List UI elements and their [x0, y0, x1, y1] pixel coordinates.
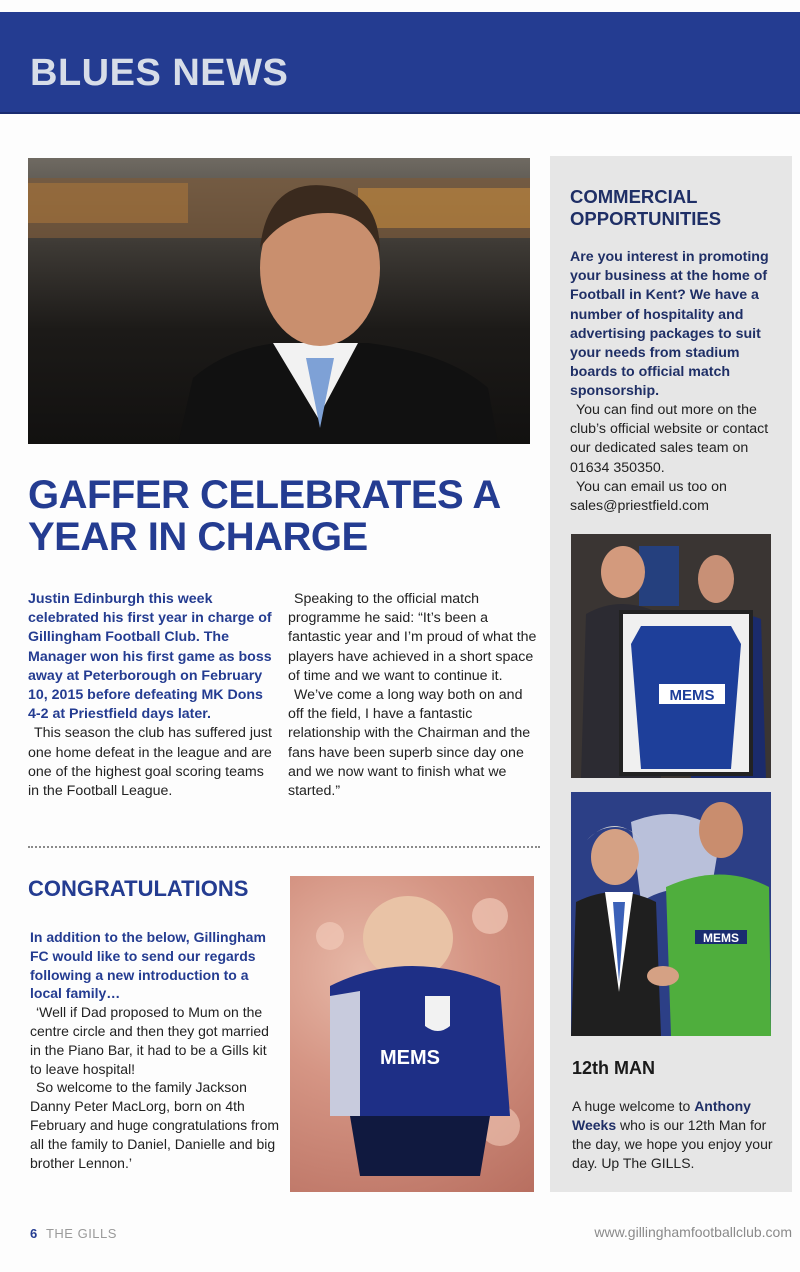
congratulations-paragraph: ‘Well if Dad proposed to Mum on the centre circle and then they got married in the Piano Bar, it had to be a Gills kit to leave hospital!: [30, 1004, 269, 1077]
twelfth-man-name: Anthony Weeks: [572, 1098, 751, 1133]
commercial-intro: Are you interest in promoting your business at the home of Football in Kent? We have a number of hospitality and advertising packages to suit your needs from stadium boards to official match sponsorship.: [570, 249, 769, 400]
congratulations-title: CONGRATULATIONS: [28, 876, 249, 901]
article-paragraph: This season the club has suffered just one home defeat in the league and are one of the highest goal scoring teams in the Football League.: [28, 725, 272, 800]
commercial-paragraph: You can find out more on the club’s official website or contact our dedicated sales team on 01634 350350.: [570, 402, 769, 476]
article-column-1: [28, 590, 276, 801]
congratulations-lead: In addition to the below, Gillingham FC would like to send our regards following a new introduction to a local family…: [30, 929, 266, 1002]
commercial-contact: [570, 401, 784, 516]
twelfth-man-photo: [571, 792, 771, 1036]
article-quote-1: Speaking to the official match programme he said: “It’s been a fantastic year and I’m proud of what the players have achieved in a short space of time and we want to continue it.: [288, 591, 537, 684]
congratulations-text: [30, 928, 280, 1172]
twelfth-man-text-end: who is our 12th Man for the day, we hope you enjoy your day. Up The GILLS.: [572, 1117, 773, 1171]
twelfth-man-title: 12th MAN: [572, 1058, 656, 1078]
magazine-name: THE GILLS: [45, 1226, 117, 1241]
dotted-divider: [28, 846, 540, 848]
framed-shirt-photo: [571, 534, 771, 778]
congratulations-paragraph: So welcome to the family Jackson Danny Peter MacLorg, born on 4th February and huge congratulations from all the family to Daniel, Danielle and big brother Lennon.’: [30, 1079, 280, 1171]
manager-photo: [28, 158, 530, 444]
commercial-email: You can email us too on sales@priestfield.com: [570, 478, 727, 515]
sponsor-logo-text: MEMS: [380, 1047, 440, 1069]
page-number: 6: [30, 1226, 38, 1241]
article-headline: GAFFER CELEBRATES A YEAR IN CHARGE: [28, 473, 500, 559]
commercial-title: COMMERCIAL OPPORTUNITIES: [570, 186, 722, 229]
article-column-2: [288, 590, 538, 801]
article-quote-2: We’ve come a long way both on and off the field, I have a fantastic relationship with the Chairman and the fans have been superb since day one and we now want to finish what we started.”: [288, 687, 531, 800]
twelfth-man-text-start: A huge welcome to: [572, 1098, 695, 1114]
sponsor-logo-text: MEMS: [669, 687, 715, 704]
baby-photo: [290, 876, 534, 1192]
website-url: www.gillinghamfootballclub.com: [594, 1224, 792, 1240]
article-lead: Justin Edinburgh this week celebrated his first year in charge of Gillingham Football Club. The Manager won his first game as boss away at Peterborough on February 10, 2015 before defeating MK Dons 4-2 at Priestfield days later.: [28, 591, 272, 723]
sponsor-logo-text: MEMS: [703, 931, 739, 945]
twelfth-man-text: [572, 1097, 784, 1173]
section-title: BLUES NEWS: [30, 52, 289, 94]
page-footer: [30, 1226, 117, 1241]
